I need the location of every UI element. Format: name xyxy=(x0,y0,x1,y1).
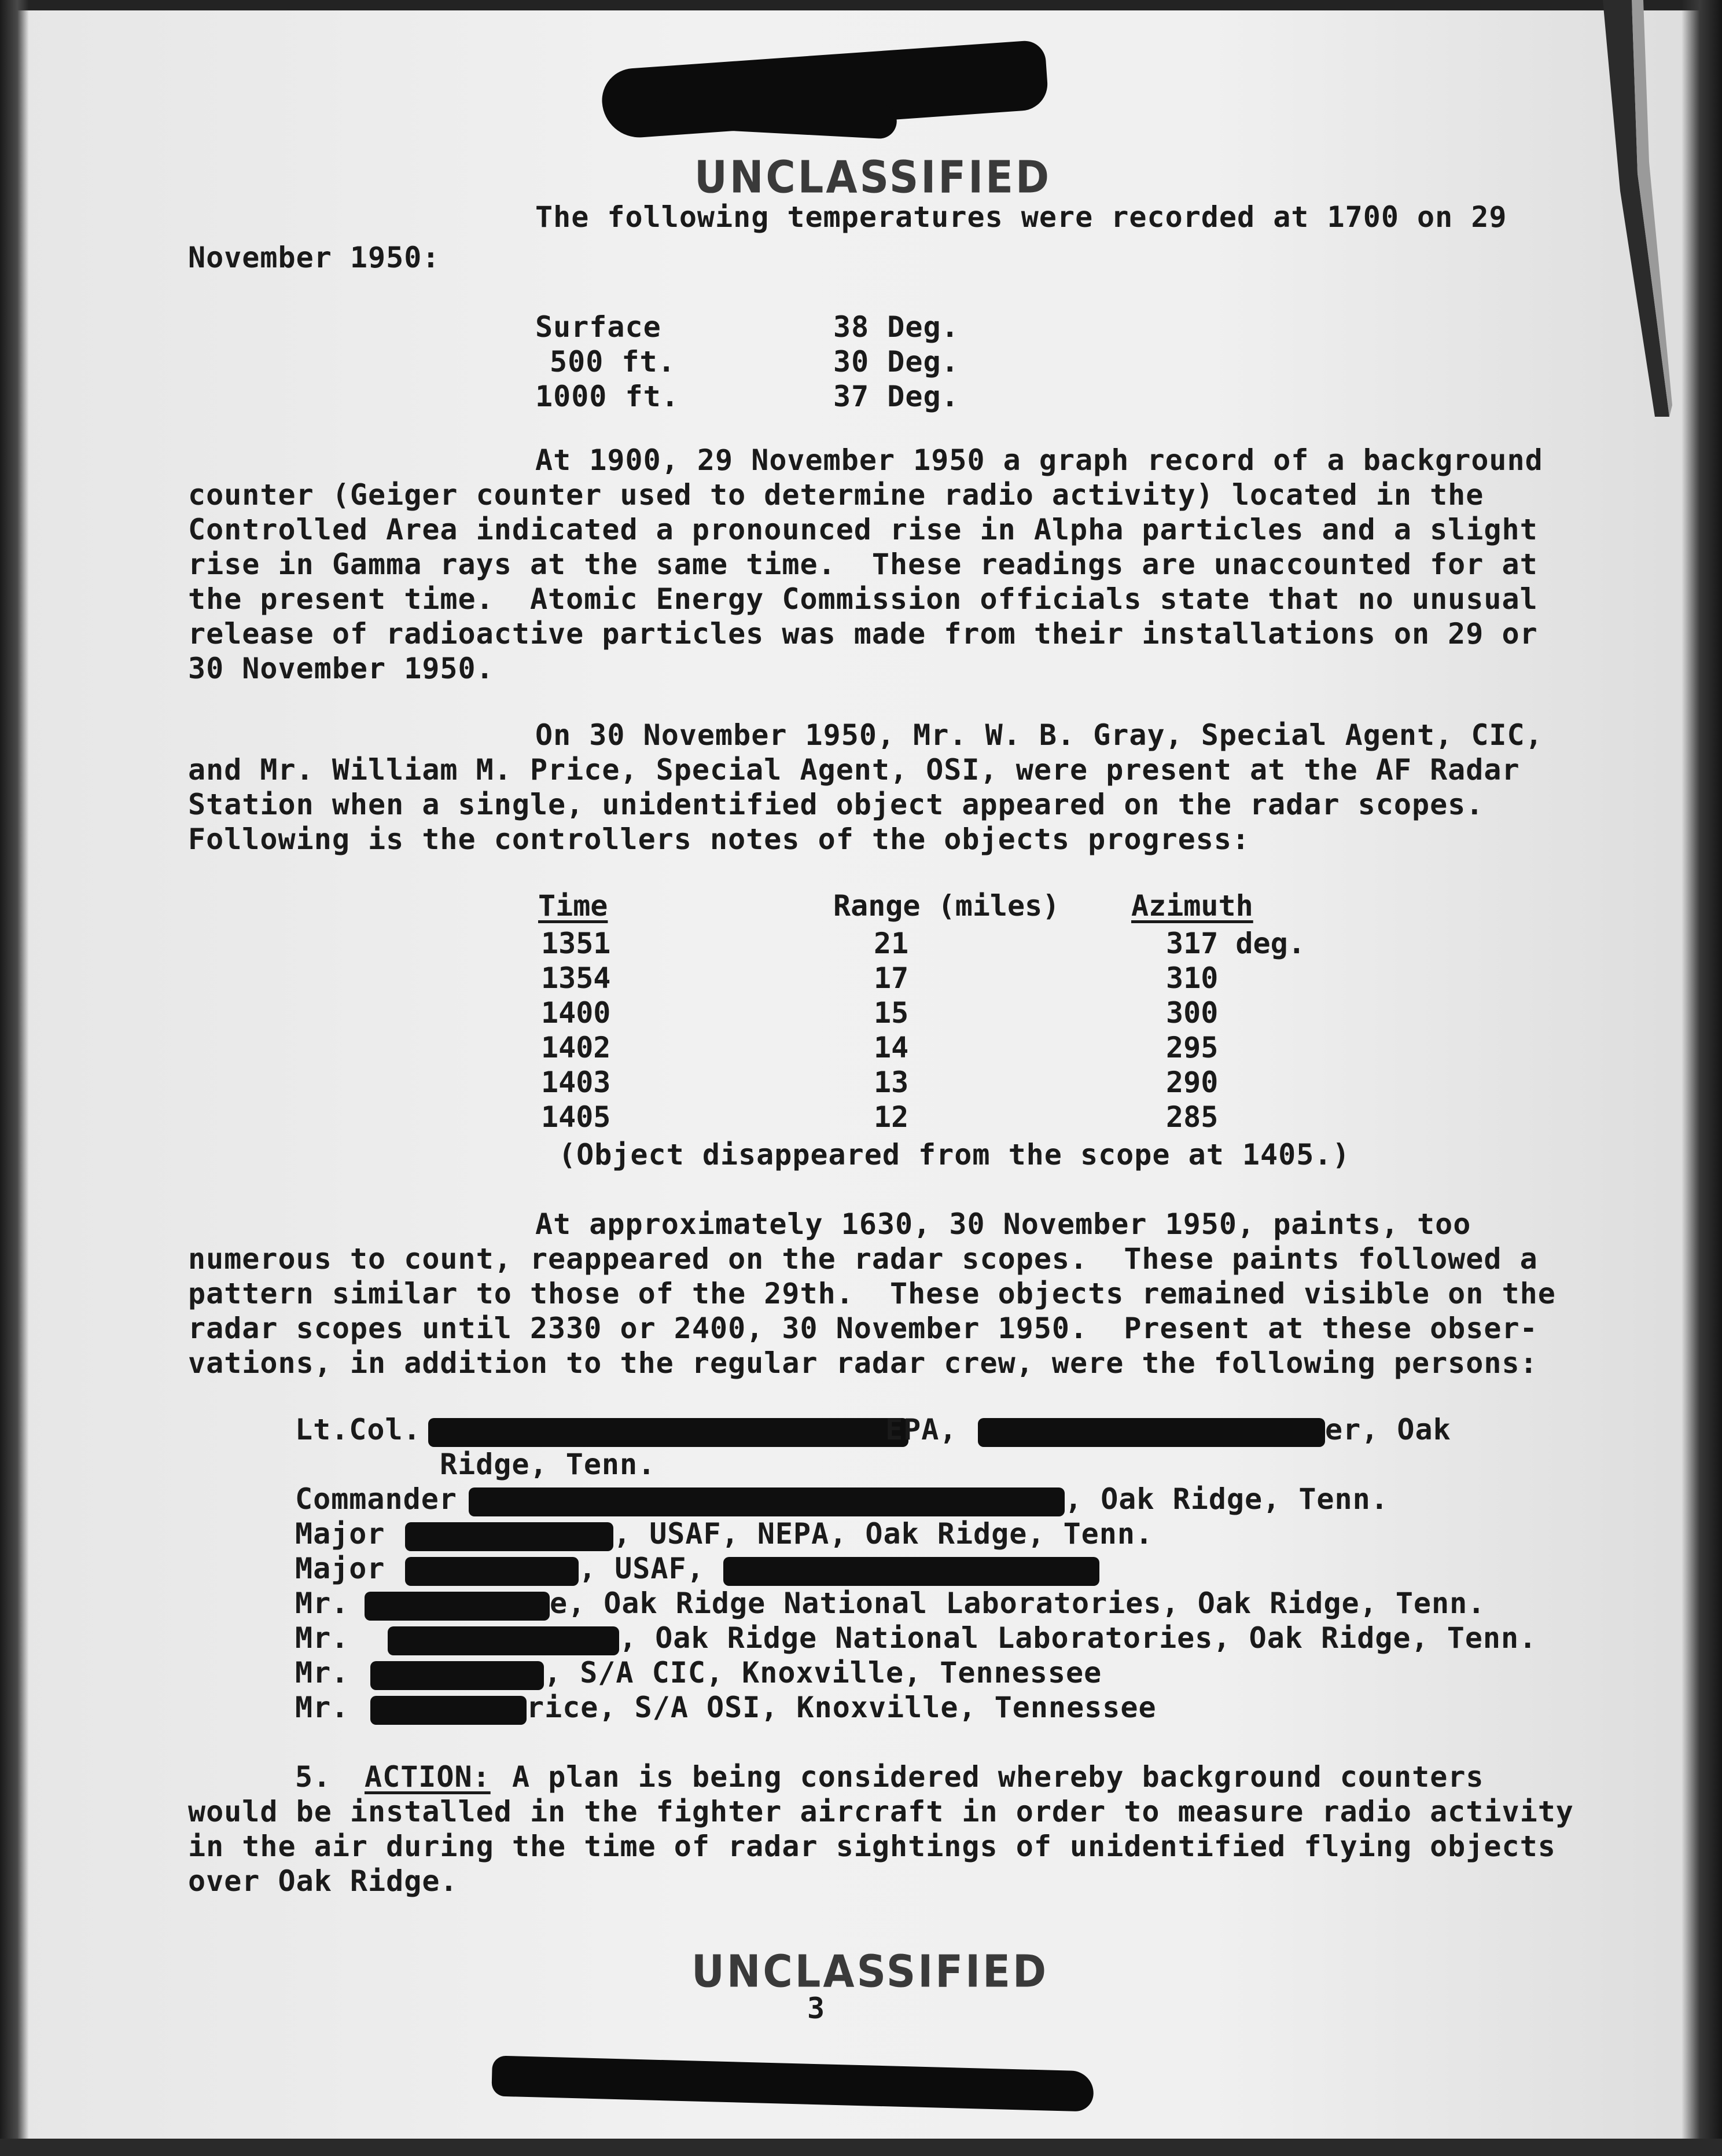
paragraph-1-line: release of radioactive particles was made from their installations on 29 or xyxy=(188,617,1538,651)
classification-stamp-bottom: UNCLASSIFIED xyxy=(691,1945,1049,1998)
table-row-azimuth: 285 xyxy=(1166,1100,1219,1134)
paragraph-2-line: On 30 November 1950, Mr. W. B. Gray, Special Agent, CIC, xyxy=(535,718,1543,752)
intro-line-1: The following temperatures were recorded at 1700 on 29 xyxy=(535,200,1507,234)
temp-val-1: 38 Deg. xyxy=(833,310,959,344)
person-7-location: , S/A CIC, Knoxville, Tennessee xyxy=(544,1656,1102,1689)
temp-alt-3: 1000 ft. xyxy=(535,380,679,413)
table-header-azimuth: Azimuth xyxy=(1131,889,1253,923)
redaction-bar xyxy=(370,1661,544,1690)
temp-alt-2: 500 ft. xyxy=(550,345,676,379)
person-3-rank: Major xyxy=(295,1517,385,1551)
person-1-rank: Lt.Col. xyxy=(295,1413,421,1446)
table-header-range: Range (miles) xyxy=(833,889,1060,923)
table-row-time: 1405 xyxy=(541,1100,611,1134)
intro-line-2: November 1950: xyxy=(188,241,440,274)
paragraph-2-line: Station when a single, unidentified object appeared on the radar scopes. xyxy=(188,788,1484,821)
redaction-bar xyxy=(365,1592,550,1621)
table-row-range: 12 xyxy=(874,1100,909,1134)
action-line: would be installed in the fighter aircraft in order to measure radio activity xyxy=(188,1795,1574,1828)
person-4-org: , USAF, xyxy=(579,1552,705,1585)
table-row-time: 1403 xyxy=(541,1066,611,1099)
person-6-title: Mr. xyxy=(295,1621,349,1655)
person-8-location: rice, S/A OSI, Knoxville, Tennessee xyxy=(527,1691,1157,1724)
table-header-time: Time xyxy=(538,889,608,923)
action-line: in the air during the time of radar sightings of unidentified flying objects xyxy=(188,1830,1556,1863)
paragraph-1-line: rise in Gamma rays at the same time. These readings are unaccounted for at xyxy=(188,548,1538,581)
person-2-location: , Oak Ridge, Tenn. xyxy=(1065,1482,1389,1516)
redaction-bar xyxy=(405,1522,613,1551)
redaction-bar xyxy=(978,1418,1325,1447)
person-5-location: e, Oak Ridge National Laboratories, Oak Ridge, Tenn. xyxy=(550,1586,1486,1620)
scan-edge-bottom xyxy=(0,2139,1722,2156)
action-label: ACTION: xyxy=(365,1760,491,1794)
table-row-time: 1351 xyxy=(541,927,611,960)
redaction-bar xyxy=(723,1557,1099,1586)
table-row-azimuth: 290 xyxy=(1166,1066,1219,1099)
action-line: A plan is being considered whereby background counters xyxy=(512,1760,1484,1794)
redaction-bar xyxy=(428,1418,908,1447)
redaction-bar xyxy=(405,1557,579,1586)
person-6-location: , Oak Ridge National Laboratories, Oak Ridge, Tenn. xyxy=(619,1621,1537,1655)
paragraph-1-line: 30 November 1950. xyxy=(188,652,494,685)
redaction-bar xyxy=(370,1696,527,1725)
table-row-time: 1402 xyxy=(541,1031,611,1064)
person-2-rank: Commander xyxy=(295,1482,457,1516)
page-fold-shadow xyxy=(1597,0,1672,417)
temp-alt-1: Surface xyxy=(535,310,661,344)
table-row-time: 1354 xyxy=(541,961,611,995)
table-row-range: 21 xyxy=(874,927,909,960)
temp-val-2: 30 Deg. xyxy=(833,345,959,379)
bottom-redaction-blot xyxy=(491,2055,1094,2111)
table-row-azimuth: 295 xyxy=(1166,1031,1219,1064)
person-8-title: Mr. xyxy=(295,1691,349,1724)
redaction-bar xyxy=(469,1487,1065,1516)
table-row-range: 13 xyxy=(874,1066,909,1099)
paragraph-3-line: numerous to count, reappeared on the radar scopes. These paints followed a xyxy=(188,1242,1538,1276)
temp-val-3: 37 Deg. xyxy=(833,380,959,413)
paragraph-3-line: vations, in addition to the regular radar crew, were the following persons: xyxy=(188,1346,1538,1380)
paragraph-3-line: pattern similar to those of the 29th. These objects remained visible on the xyxy=(188,1277,1556,1310)
table-row-azimuth: 310 xyxy=(1166,961,1219,995)
table-row-time: 1400 xyxy=(541,996,611,1030)
page-number: 3 xyxy=(807,1992,826,2025)
paragraph-1-line: the present time. Atomic Energy Commission officials state that no unusual xyxy=(188,582,1538,616)
table-note: (Object disappeared from the scope at 1405.) xyxy=(558,1138,1351,1171)
scan-edge-top xyxy=(0,0,1722,10)
paragraph-1-line: counter (Geiger counter used to determine radio activity) located in the xyxy=(188,478,1484,512)
person-4-rank: Major xyxy=(295,1552,385,1585)
paragraph-1-line: At 1900, 29 November 1950 a graph record of a background xyxy=(535,443,1543,477)
table-row-azimuth: 300 xyxy=(1166,996,1219,1030)
paragraph-2-line: Following is the controllers notes of the objects progress: xyxy=(188,822,1250,856)
table-row-range: 15 xyxy=(874,996,909,1030)
paragraph-3-line: radar scopes until 2330 or 2400, 30 November 1950. Present at these obser- xyxy=(188,1312,1538,1345)
scan-edge-left xyxy=(0,0,29,2156)
person-1-role: er, Oak xyxy=(1325,1413,1451,1446)
paragraph-1-line: Controlled Area indicated a pronounced rise in Alpha particles and a slight xyxy=(188,513,1538,546)
person-1-location: Ridge, Tenn. xyxy=(440,1448,656,1481)
person-1-org: EPA, xyxy=(885,1413,958,1446)
table-row-range: 14 xyxy=(874,1031,909,1064)
paragraph-2-line: and Mr. William M. Price, Special Agent, OSI, were present at the AF Radar xyxy=(188,753,1520,787)
classification-stamp-top: UNCLASSIFIED xyxy=(694,150,1052,204)
action-line: over Oak Ridge. xyxy=(188,1864,458,1898)
person-7-title: Mr. xyxy=(295,1656,349,1689)
paragraph-3-line: At approximately 1630, 30 November 1950, paints, too xyxy=(535,1207,1471,1241)
table-row-azimuth: 317 deg. xyxy=(1166,927,1305,960)
scan-edge-right xyxy=(1681,0,1722,2156)
person-3-location: , USAF, NEPA, Oak Ridge, Tenn. xyxy=(613,1517,1154,1551)
redaction-bar xyxy=(388,1626,619,1655)
table-row-range: 17 xyxy=(874,961,909,995)
person-5-title: Mr. xyxy=(295,1586,349,1620)
action-number: 5. xyxy=(295,1760,332,1794)
